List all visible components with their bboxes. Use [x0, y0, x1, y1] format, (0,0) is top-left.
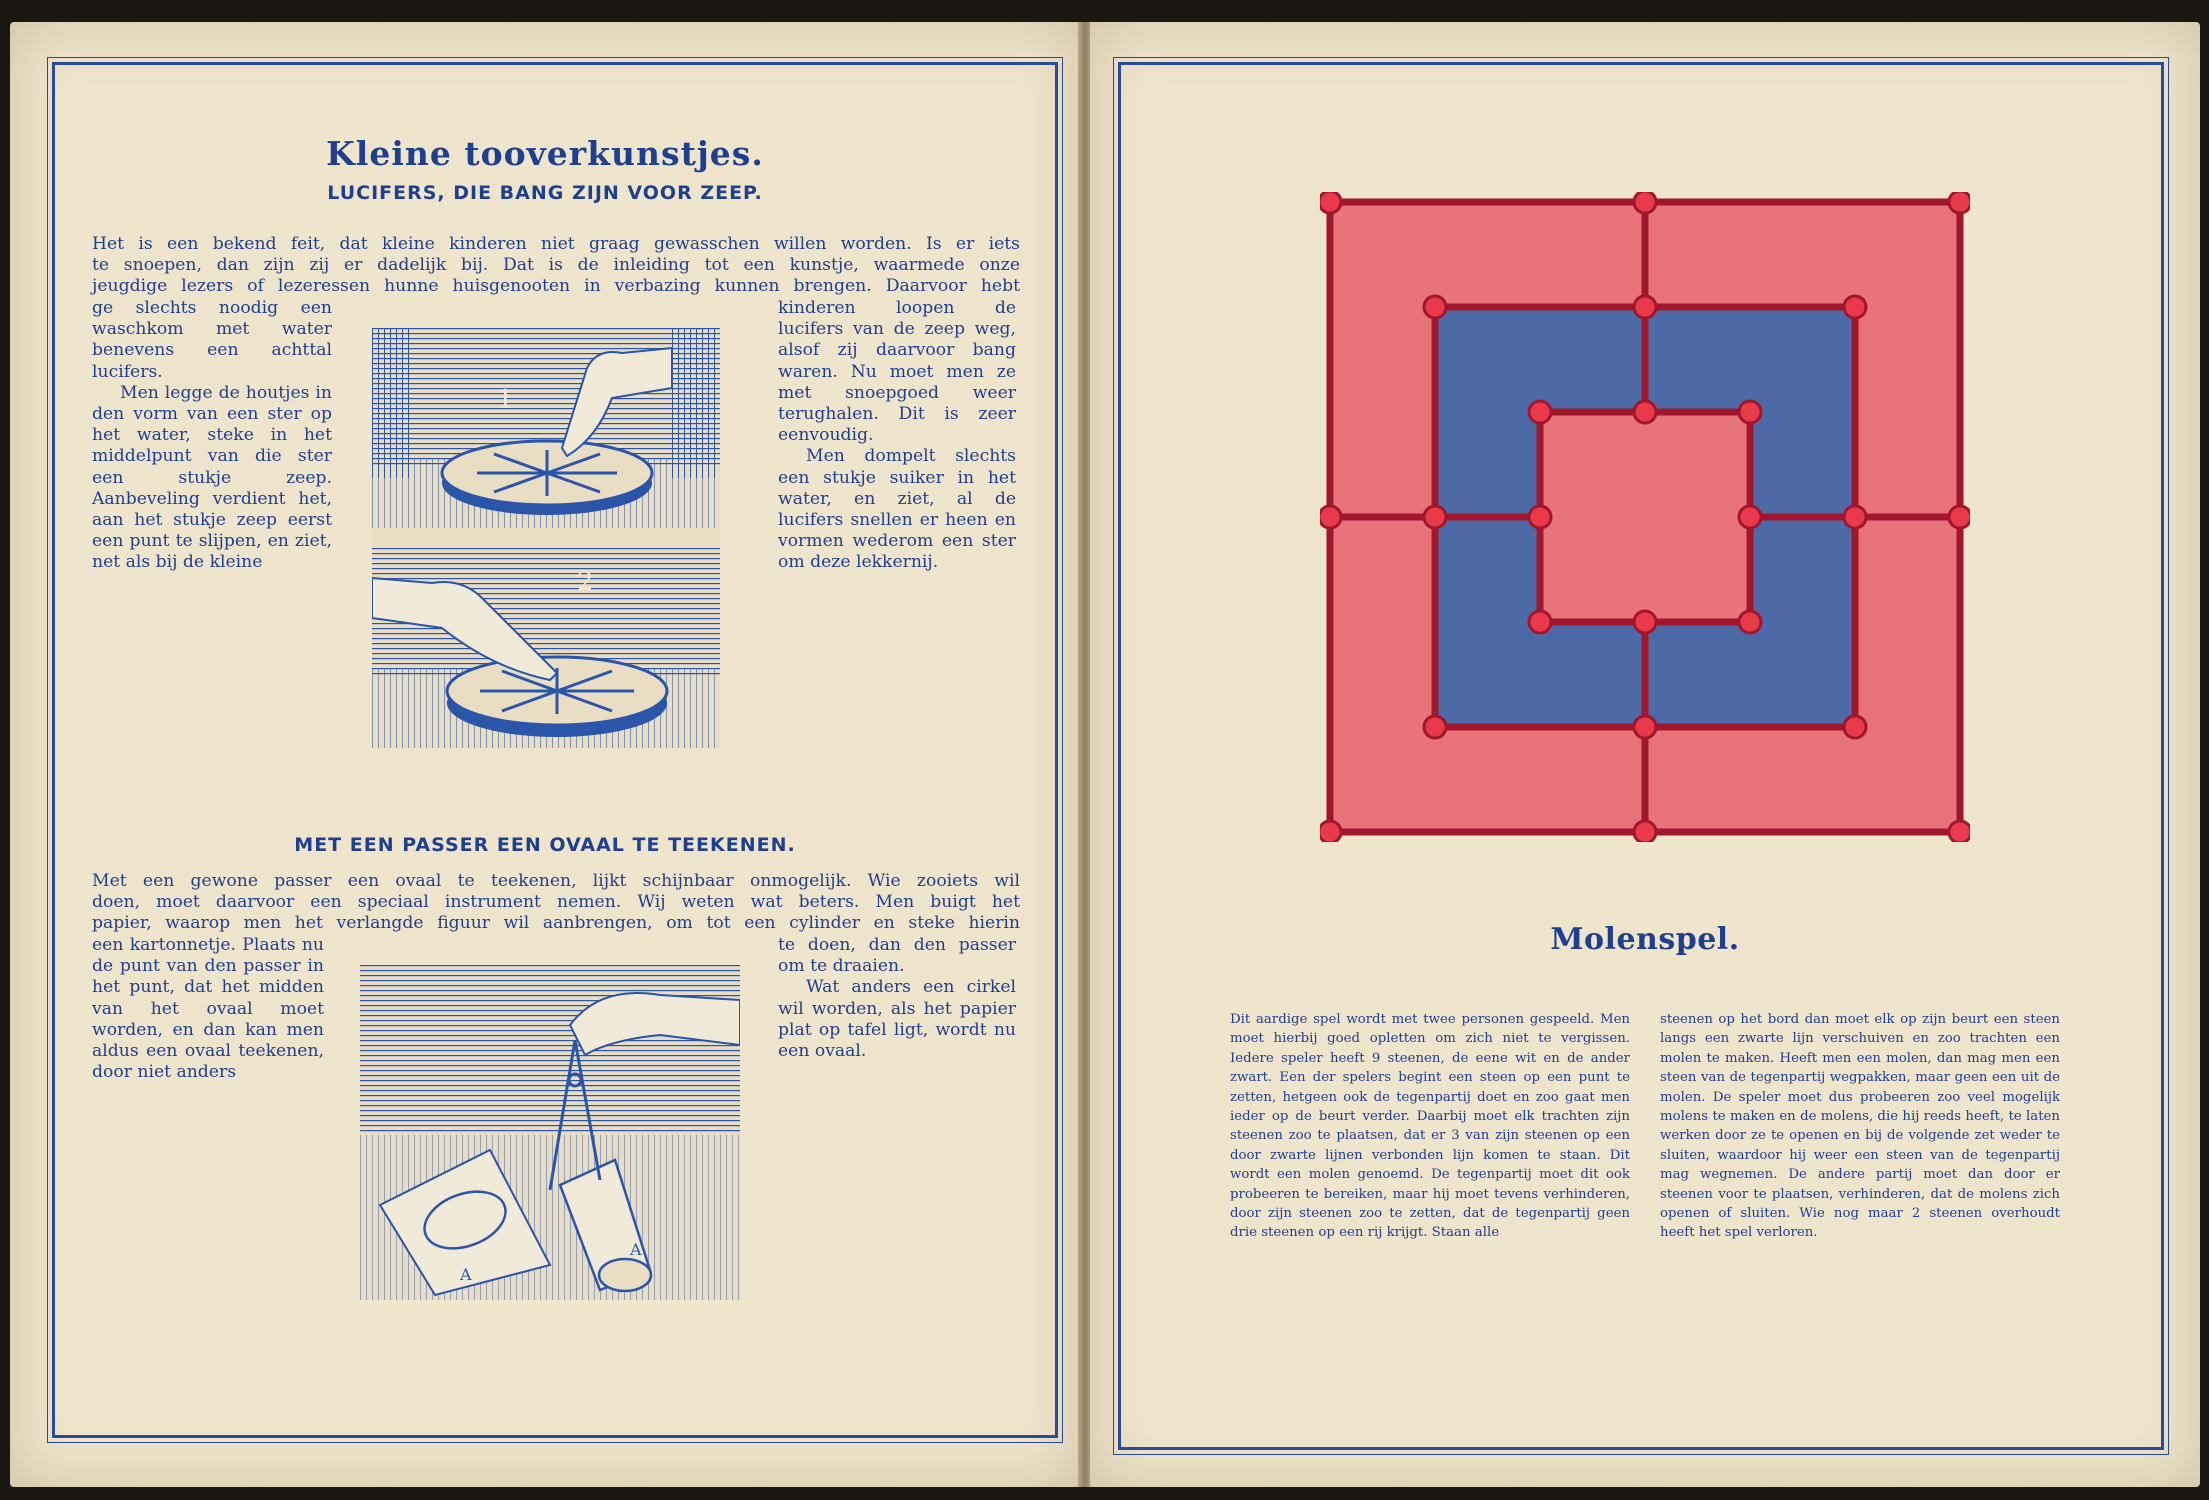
text-line: Met een gewone passer een ovaal te teekenen, lijkt schijnbaar onmogelijk. Wie zooiets wil [92, 871, 1020, 891]
inner-square-fill [1540, 412, 1750, 622]
board-point [1949, 821, 1970, 842]
figure-label-1: 1 [497, 385, 514, 415]
left-page [10, 22, 1080, 1487]
board-point [1634, 192, 1656, 213]
text-line: Het is een bekend feit, dat kleine kinderen niet graag gewasschen willen worden. Is er iets [92, 234, 1020, 254]
board-point [1844, 296, 1866, 318]
board-point [1634, 296, 1656, 318]
rules-column-1: Dit aardige spel wordt met twee personen gespeeld. Men moet hierbij goed opletten om zich niet te vergissen. Iedere speler heeft 9 steenen, de eene wit en de ander zwart. Een der spelers begint een steen op een punt te zetten, hetgeen ook de tegenpartij doet en zoo gaat men ieder op de beurt verder. Daarbij moet elk trachten zijn steenen zoo te plaatsen, dat er 3 van zijn steenen op een door zwarte lijnen verbonden lijn komen te staan. Dit wordt een molen genoemd. De tegenpartij moet dit ook probeeren te bereiken, maar hij moet tevens verhinderen, door zijn steenen zoo te zetten, dat de tegenpartij geen drie steenen op een rij krijgt. Staan alle [1230, 1012, 1630, 1241]
text-line: doen, moet daarvoor een speciaal instrument nemen. Wij weten wat beters. Men buigt het [92, 892, 1020, 913]
right-page [1090, 22, 2200, 1487]
text-line: jeugdige lezers of lezeressen hunne huisgenooten in verbazing kunnen brengen. Daarvoor hebt [92, 276, 1020, 297]
game-title: Molenspel. [1550, 922, 1740, 957]
section1-right-column [778, 298, 1016, 574]
paragraph: te doen, dan den passer om te draaien. [778, 935, 1016, 977]
matches-soap-illustration [372, 328, 720, 748]
paragraph: ge slechts noodig een waschkom met water benevens een achttal lucifers. [92, 298, 332, 382]
paragraph: Men legge de houtjes in den vorm van een ster op het water, steke in het middelpunt van die ster een stukje zeep. Aanbeveling verdient het, aan het stukje zeep eerst een punt te slijpen, en ziet, net als bij de kleine [92, 382, 332, 573]
board-point [1739, 401, 1761, 423]
compass-oval-illustration [360, 965, 740, 1300]
board-point [1634, 611, 1656, 633]
board-point [1844, 506, 1866, 528]
paragraph: een kartonnetje. Plaats nu de punt van den passer in het punt, dat het midden van het ovaal moet worden, en dan kan men aldus een ovaal teekenen, door niet anders [92, 935, 324, 1083]
board-point [1634, 401, 1656, 423]
figure-label-a2: A [630, 1240, 642, 1259]
matches-star-1 [477, 450, 617, 496]
board-point [1320, 506, 1341, 528]
paragraph: Wat anders een cirkel wil worden, als het papier plat op tafel ligt, wordt nu een ovaal. [778, 977, 1016, 1062]
board-point [1424, 296, 1446, 318]
page-title: Kleine tooverkunstjes. [326, 134, 764, 173]
rules-column-2: steenen op het bord dan moet elk op zijn beurt een steen langs een zwarte lijn verschuiven en zoo trachten een molen te maken. Heeft men een molen, dan mag men een steen van de tegenpartij wegpakken, maar geen een uit de molen. De speler moet dus probeeren zoo veel mogelijk molens te maken en de molens, die hij reeds heeft, te laten werken door ze te openen en bij de volgende zet weder te sluiten, waardoor hij weer een steen van de tegenpartij mag wegnemen. De andere partij moet dan door er steenen voor te plaatsen, verhinderen, dat de molens zich openen of sluiten. Wie nog maar 2 steenen overhoudt heeft het spel verloren. [1660, 1012, 2060, 1241]
section1-left-column [92, 298, 332, 574]
board-point [1529, 506, 1551, 528]
board-point [1320, 192, 1341, 213]
section1-heading: LUCIFERS, DIE BANG ZIJN VOOR ZEEP. [327, 182, 763, 204]
board-point [1529, 401, 1551, 423]
paragraph: Men dompelt slechts een stukje suiker in het water, en ziet, al de lucifers snellen er heen en vormen wederom een ster om deze lekkernij. [778, 446, 1016, 573]
board-point [1320, 821, 1341, 842]
paragraph: kinderen loopen de lucifers van de zeep weg, alsof zij daarvoor bang waren. Nu moet men ze met snoepgoed weer terughalen. Dit is zeer eenvoudig. [778, 298, 1016, 446]
board-point [1529, 611, 1551, 633]
section1-intro [92, 234, 1020, 298]
figure-label-2: 2 [577, 567, 594, 597]
figure-label-a1: A [460, 1265, 472, 1284]
section2-left-column [92, 935, 324, 1083]
board-point [1949, 192, 1970, 213]
board-point [1424, 716, 1446, 738]
molenspel-board [1320, 192, 1970, 842]
section2-right-column [778, 935, 1016, 1062]
board-point [1634, 716, 1656, 738]
board-point [1949, 506, 1970, 528]
text-line: te snoepen, dan zijn zij er dadelijk bij. Dat is de inleiding tot een kunstje, waarmede onze [92, 255, 1020, 276]
board-point [1424, 506, 1446, 528]
board-point [1739, 506, 1761, 528]
board-point [1739, 611, 1761, 633]
text-line: papier, waarop men het verlangde figuur wil aanbrengen, om tot een cylinder en steke hierin [92, 913, 1020, 934]
section2-heading: MET EEN PASSER EEN OVAAL TE TEEKENEN. [294, 834, 796, 856]
section2-intro [92, 871, 1020, 935]
board-point [1844, 716, 1866, 738]
board-point [1634, 821, 1656, 842]
